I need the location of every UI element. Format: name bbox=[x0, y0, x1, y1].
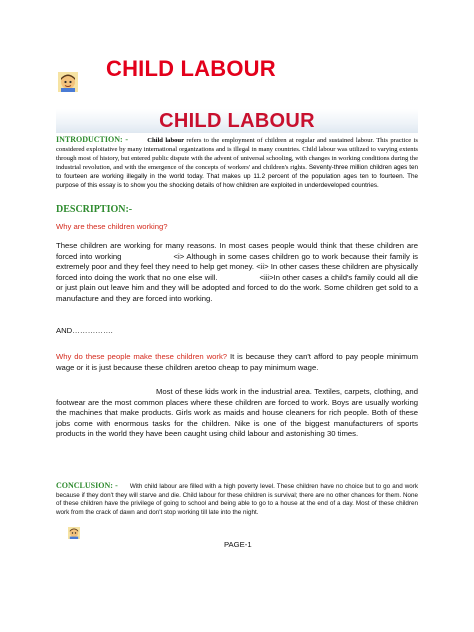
introduction-label: INTRODUCTION: - bbox=[56, 135, 129, 144]
page-number: PAGE-1 bbox=[224, 540, 252, 549]
introduction-text-sans: Seventy-three million children ages ten to fourteen are working illegally in the world today. That makes up 11.2 percent of the population ages ten to fourteen. The purpose of this essay is to show you the shocking details of how children are exploited in underdeveloped countries. bbox=[56, 163, 418, 189]
question-why-employ-paragraph bbox=[56, 352, 418, 373]
reasons-paragraph: These children are working for many reasons. In most cases people would think that these children are forced into working <i> Although in some cases children go to work because their family is extremely poor and they feel they need to help get money. <ii> In other cases these children are physically forced into doing the work that no one else will. <iii>In other cases a child's family could all die or just plain out leave him and they will be adopted and forced to do the work. Some children get sold to a manufacture and they are forced into working. bbox=[56, 241, 421, 303]
answer-why-employ: It is because they can't afford to pay people minimum wage or it is just because these children aretoo cheap to pay minimum wage. bbox=[56, 352, 418, 372]
page-title: CHILD LABOUR bbox=[106, 56, 276, 81]
introduction-text-serif: refers to the employment of children at regular and sustained labour. This practice is considered exploitative by many international organizations and is illegal in many countries. Child labour was utilized to varying extents through most of history, but entered public dispute with the advent of universal schooling, with changes in working conditions during the industrial revolution, and with the emergence of the concepts of workers' and children's rights. bbox=[56, 137, 418, 171]
conclusion-label: CONCLUSION: - bbox=[56, 481, 118, 490]
and-text: AND……………. bbox=[56, 326, 113, 335]
child-avatar-small-icon bbox=[68, 527, 80, 539]
question-why-working: Why are these children working? bbox=[56, 222, 168, 231]
introduction-paragraph bbox=[56, 136, 418, 190]
conclusion-paragraph bbox=[56, 482, 418, 517]
introduction-lead: Child labour bbox=[147, 137, 185, 144]
banner-title: CHILD LABOUR bbox=[159, 110, 315, 132]
title-banner bbox=[56, 109, 418, 133]
description-heading: DESCRIPTION:- bbox=[56, 204, 133, 215]
industries-paragraph: Most of these kids work in the industrial area. Textiles, carpets, clothing, and footwear are the most common places where these children are forced to work. Boys are usually working the machines that make products. Girls work as maids and house cleaners for rich people. Both of these jobs come with enormous tasks for the children. Nike is one of the biggest manufacturers of sports products in the world they have been caught using child labour and astonishing 30 times. bbox=[56, 387, 418, 438]
question-why-employ: Why do these people make these children work? bbox=[56, 352, 228, 361]
conclusion-text: With child labour are filled with a high poverty level. These children have no choice but to go and work because if they don't they will starve and die. Child labour for these children is survival; there are no other chances for them. None of these children have the privilege of going to school and being able to go to a house at the end of a day. Most of these children work from the crack of dawn and don't stop working till late into the night. bbox=[56, 483, 420, 516]
child-avatar-icon bbox=[58, 72, 78, 92]
